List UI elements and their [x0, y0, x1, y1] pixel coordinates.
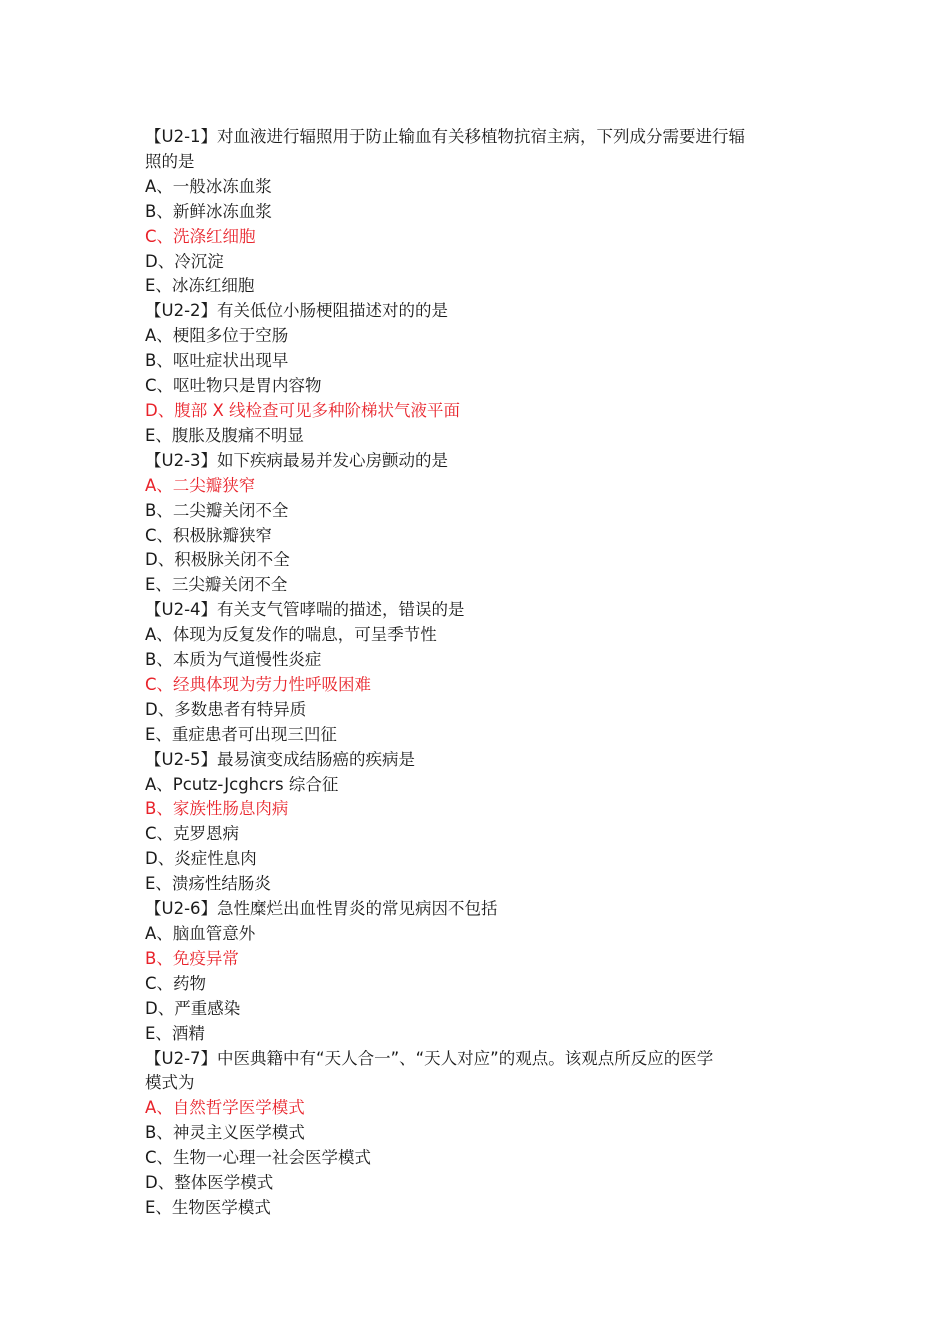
answer-option: B、本质为气道慢性炎症 — [145, 650, 322, 670]
correct-answer-option: A、二尖瓣狭窄 — [145, 475, 256, 495]
question-block — [145, 299, 815, 448]
correct-answer-option: C、洗涤红细胞 — [145, 226, 256, 246]
answer-option: B、新鲜冰冻血浆 — [145, 201, 272, 221]
answer-option: D、严重感染 — [145, 998, 241, 1018]
answer-option: D、冷沉淀 — [145, 251, 224, 271]
answer-option: A、Pcutz-Jcghcrs 综合征 — [145, 774, 339, 794]
answer-option: B、神灵主义医学模式 — [145, 1123, 305, 1143]
answer-option: B、二尖瓣关闭不全 — [145, 500, 289, 520]
answer-option: A、脑血管意外 — [145, 924, 256, 943]
answer-option: C、克罗恩病 — [145, 824, 240, 844]
answer-option: D、积极脉关闭不全 — [145, 550, 290, 570]
answer-option: C、生物一心理一社会医学模式 — [145, 1148, 372, 1168]
answer-option: E、重症患者可出现三凹征 — [145, 724, 337, 744]
question-block — [145, 1047, 815, 1221]
answer-option: D、炎症性息肉 — [145, 849, 257, 869]
answer-option: E、生物医学模式 — [145, 1197, 271, 1217]
question-block — [145, 897, 815, 1046]
question-stem: 【U2-3】如下疾病最易并发心房颤动的是 — [145, 450, 449, 470]
answer-option: B、呕吐症状出现早 — [145, 351, 289, 371]
answer-option: C、药物 — [145, 973, 207, 993]
answer-option: A、梗阻多位于空肠 — [145, 326, 289, 346]
correct-answer-option: B、家族性肠息肉病 — [145, 799, 289, 819]
correct-answer-option: C、经典体现为劳力性呼吸困难 — [145, 674, 372, 694]
question-stem: 【U2-5】最易演变成结肠癌的疾病是 — [145, 749, 416, 769]
answer-option: E、酒精 — [145, 1023, 205, 1043]
answer-option: E、冰冻红细胞 — [145, 276, 255, 296]
question-stem: 【U2-1】对血液进行辐照用于防止输血有关移植物抗宿主病，下列成分需要进行辐 — [145, 127, 746, 146]
answer-option: E、腹胀及腹痛不明显 — [145, 425, 304, 445]
answer-option: C、呕吐物只是胃内容物 — [145, 376, 322, 396]
answer-option: D、多数患者有特异质 — [145, 699, 307, 719]
question-stem: 【U2-4】有关支气管哮喘的描述，错误的是 — [145, 600, 465, 620]
question-block — [145, 748, 815, 897]
question-stem: 照的是 — [145, 151, 195, 171]
answer-option: A、体现为反复发作的喘息，可呈季节性 — [145, 625, 437, 645]
question-stem: 模式为 — [145, 1073, 195, 1093]
question-block — [145, 125, 815, 299]
question-block — [145, 598, 815, 747]
answer-option: A、一般冰冻血浆 — [145, 176, 272, 196]
question-list — [145, 125, 815, 1221]
answer-option: E、溃疡性结肠炎 — [145, 874, 271, 894]
correct-answer-option: D、腹部 X 线检查可见多种阶梯状气液平面 — [145, 400, 460, 420]
question-block — [145, 449, 815, 598]
question-stem: 【U2-7】中医典籍中有“天人合一”、“天人对应”的观点。该观点所反应的医学 — [145, 1048, 714, 1068]
answer-option: C、积极脉瓣狭窄 — [145, 525, 273, 545]
correct-answer-option: B、免疫异常 — [145, 948, 239, 968]
question-stem: 【U2-6】急性糜烂出血性胃炎的常见病因不包括 — [145, 899, 498, 919]
question-stem: 【U2-2】有关低位小肠梗阻描述对的的是 — [145, 301, 449, 321]
correct-answer-option: A、自然哲学医学模式 — [145, 1098, 305, 1118]
answer-option: E、三尖瓣关闭不全 — [145, 575, 288, 595]
answer-option: D、整体医学模式 — [145, 1173, 274, 1193]
